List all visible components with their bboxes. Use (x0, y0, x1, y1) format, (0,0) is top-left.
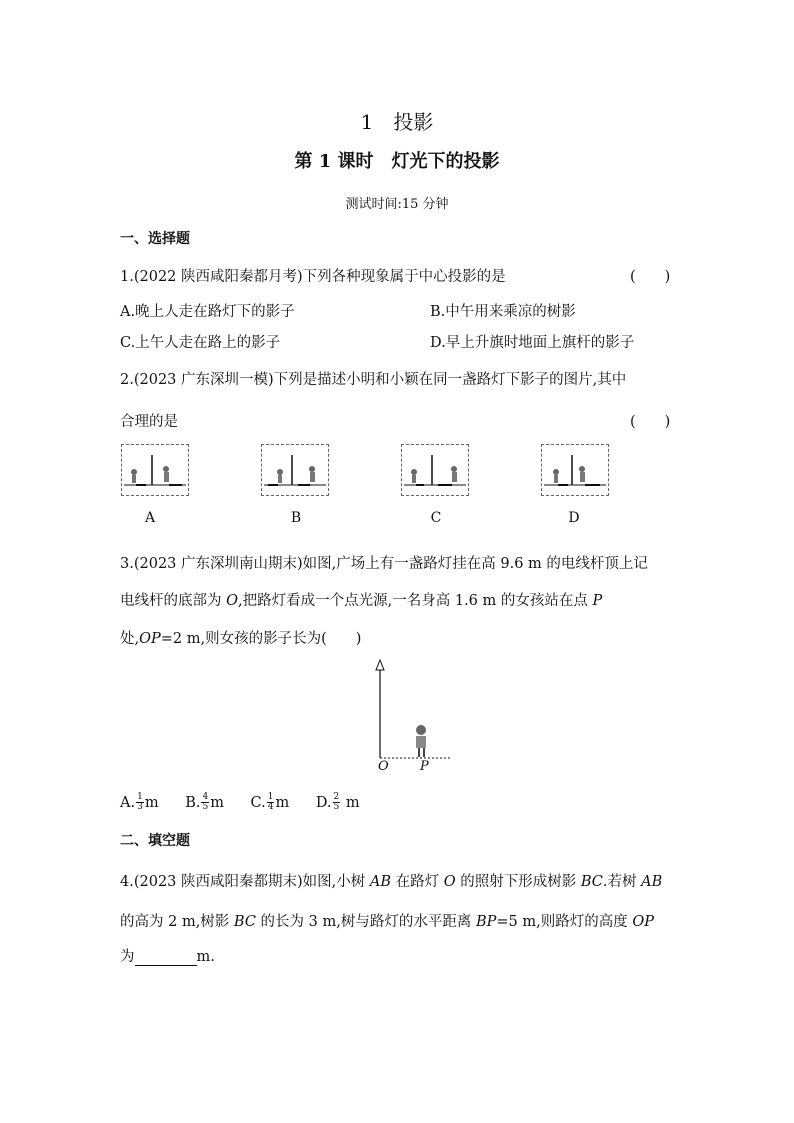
q2-figure-c (401, 444, 469, 496)
q4-line1: 4.(2023 陕西咸阳秦都期末)如图,小树 AB 在路灯 O 的照射下形成树影 BC.若树 AB (120, 874, 663, 890)
section-heading-fill: 二、填空题 (120, 833, 190, 849)
q3-option-d: D. $\frac{2}{5}$ m (315, 792, 360, 812)
q4-line3: 为 m. (120, 949, 215, 965)
q2-figure-b (261, 444, 329, 496)
q3-option-c: C. $\frac{1}{4}$ m (250, 792, 290, 812)
q3-point-o: O (378, 759, 389, 774)
q3-point-p: P (420, 759, 429, 774)
q1-option-a: A.晚上人走在路灯下的影子 (120, 304, 295, 320)
q3-options (120, 793, 360, 812)
q4-line2: 的高为 2 m,树影 BC 的长为 3 m,树与路灯的水平距离 BP=5 m,则路灯的高度 OP (120, 914, 655, 930)
q2-figure-d (541, 444, 609, 496)
q4-answer-blank[interactable] (135, 951, 197, 966)
q2-label-b: B (290, 510, 302, 526)
q2-stem-line2: 合理的是 (120, 414, 178, 430)
q3-line1: 3.(2023 广东深圳南山期末)如图,广场上有一盏路灯挂在高 9.6 m 的电线杆顶上记 (120, 556, 648, 572)
q1-option-c: C.上午人走在路上的影子 (120, 335, 281, 351)
test-time: 测试时间:15 分钟 (345, 197, 449, 212)
girl-body (416, 736, 426, 748)
figure-d-drawing (542, 445, 608, 495)
q3-pole-figure (368, 658, 458, 773)
figure-a-drawing (122, 445, 188, 495)
q3-line2: 电线杆的底部为 O,把路灯看成一个点光源,一名身高 1.6 m 的女孩站在点 P (120, 593, 603, 609)
section-heading-choice: 一、选择题 (120, 231, 190, 247)
q2-answer-paren: ( ) (630, 414, 671, 430)
q1-option-b: B.中午用来乘凉的树影 (430, 304, 576, 320)
figure-b-drawing (262, 445, 328, 495)
arrow-head (376, 660, 384, 670)
q1-option-d: D.早上升旗时地面上旗杆的影子 (430, 335, 635, 351)
q2-label-a: A (144, 510, 156, 526)
q2-label-c: C (430, 510, 442, 526)
page-title: 1 投影 (360, 110, 434, 134)
q1-stem: 1.(2022 陕西咸阳秦都月考)下列各种现象属于中心投影的是 (120, 269, 506, 285)
q2-stem-line1: 2.(2023 广东深圳一模)下列是描述小明和小颖在同一盏路灯下影子的图片,其中 (120, 372, 627, 388)
q3-option-a: A. $\frac{1}{3}$ m (120, 792, 159, 812)
q3-option-b: B. $\frac{4}{5}$ m (185, 792, 224, 812)
q2-figure-a (121, 444, 189, 496)
girl-head (416, 725, 426, 735)
q2-label-d: D (568, 510, 580, 526)
lesson-subtitle: 第 1 课时 灯光下的投影 (294, 151, 500, 172)
q1-answer-paren: ( ) (630, 269, 671, 285)
q3-line3: 处,OP=2 m,则女孩的影子长为( ) (120, 631, 362, 647)
figure-c-drawing (402, 445, 468, 495)
